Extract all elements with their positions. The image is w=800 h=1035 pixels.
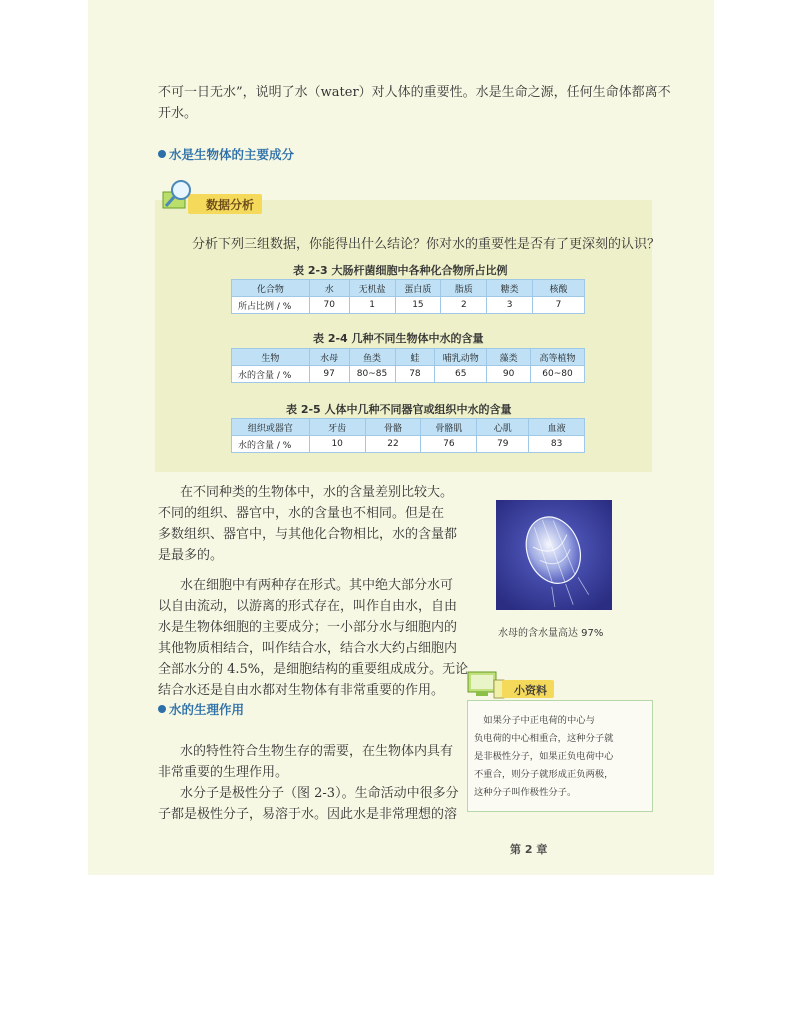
table-cell: 3 — [487, 297, 533, 314]
info-line: 如果分子中正电荷的中心与 — [474, 715, 595, 726]
info-text — [474, 712, 650, 802]
table-2-3-caption: 表 2-3 大肠杆菌细胞中各种化合物所占比例 — [293, 264, 508, 277]
page-chapter-label: 第 2 章 — [510, 843, 548, 856]
data-analysis-label: 数据分析 — [206, 198, 255, 212]
table-cell: 水的含量 / % — [232, 366, 310, 383]
table-cell: 哺乳动物 — [435, 349, 487, 366]
body2-line-6: 结合水还是自由水都对生物体有非常重要的作用。 — [158, 683, 445, 698]
intro-line-2: 开水。 — [158, 106, 198, 121]
body3-line-2: 非常重要的生理作用。 — [158, 765, 289, 780]
table-cell: 蛙 — [395, 349, 435, 366]
table-cell: 高等植物 — [531, 349, 585, 366]
table-row — [232, 436, 585, 453]
info-line: 不重合，则分子就形成正负两极， — [474, 769, 614, 780]
body2-line-5: 全部水分的 4.5%，是细胞结构的重要组成成分。无论 — [158, 662, 469, 677]
table-row — [232, 297, 585, 314]
table-cell: 骨骼肌 — [421, 419, 477, 436]
info-line: 是非极性分子，如果正负电荷中心 — [474, 751, 614, 762]
table-cell: 15 — [395, 297, 441, 314]
table-header-row — [232, 280, 585, 297]
table-cell: 化合物 — [232, 280, 310, 297]
table-cell: 80~85 — [349, 366, 395, 383]
table-cell: 水的含量 / % — [232, 436, 310, 453]
table-cell: 7 — [533, 297, 585, 314]
table-cell: 76 — [421, 436, 477, 453]
body1-line-2: 不同的组织、器官中，水的含量也不相同。但是在 — [158, 506, 445, 521]
intro-line-1: 不可一日无水”，说明了水（water）对人体的重要性。水是生命之源，任何生命体都离不 — [158, 85, 671, 100]
table-cell: 65 — [435, 366, 487, 383]
jellyfish-caption: 水母的含水量高达 97% — [498, 628, 604, 639]
body1-line-3: 多数组织、器官中，与其他化合物相比，水的含量都 — [158, 527, 458, 542]
table-2-5 — [231, 418, 585, 453]
table-cell: 10 — [309, 436, 365, 453]
table-2-4 — [231, 348, 585, 383]
info-label: 小资料 — [514, 684, 547, 697]
analysis-prompt: 分析下列三组数据，你能得出什么结论？你对水的重要性是否有了更深刻的认识？ — [192, 237, 661, 252]
body2-line-2: 以自由流动，以游离的形式存在，叫作自由水，自由 — [158, 599, 458, 614]
table-cell: 核酸 — [533, 280, 585, 297]
table-cell: 1 — [349, 297, 395, 314]
table-cell: 生物 — [232, 349, 310, 366]
section-heading-text: 水是生物体的主要成分 — [169, 147, 295, 162]
table-cell: 糖类 — [487, 280, 533, 297]
section-heading-composition — [158, 145, 294, 163]
table-cell: 藻类 — [487, 349, 531, 366]
body3-line-4: 子都是极性分子，易溶于水。因此水是非常理想的溶 — [158, 807, 458, 822]
body1-line-1: 在不同种类的生物体中，水的含量差别比较大。 — [180, 485, 454, 500]
bullet-dot-icon — [158, 705, 166, 713]
table-header-row — [232, 419, 585, 436]
computer-icon — [462, 668, 506, 700]
table-cell: 70 — [309, 297, 349, 314]
info-line: 负电荷的中心相重合，这种分子就 — [474, 733, 614, 744]
info-line: 这种分子叫作极性分子。 — [474, 787, 577, 798]
table-cell: 鱼类 — [349, 349, 395, 366]
table-cell: 蛋白质 — [395, 280, 441, 297]
info-tab — [462, 668, 558, 700]
table-cell: 78 — [395, 366, 435, 383]
table-cell: 90 — [487, 366, 531, 383]
jellyfish-photo — [496, 500, 612, 610]
body3-line-3: 水分子是极性分子（图 2-3）。生命活动中很多分 — [180, 786, 459, 801]
table-header-row — [232, 349, 585, 366]
table-cell: 心肌 — [477, 419, 529, 436]
body1-line-4: 是最多的。 — [158, 548, 224, 563]
table-cell: 83 — [529, 436, 585, 453]
table-cell: 22 — [365, 436, 421, 453]
magnifier-icon — [160, 178, 194, 212]
table-2-5-caption: 表 2-5 人体中几种不同器官或组织中水的含量 — [286, 403, 512, 416]
jellyfish-image — [496, 500, 612, 610]
bullet-dot-icon — [158, 150, 166, 158]
body2-line-3: 水是生物体细胞的主要成分；一小部分水与细胞内的 — [158, 620, 458, 635]
table-cell: 2 — [441, 297, 487, 314]
table-cell: 所占比例 / % — [232, 297, 310, 314]
table-2-4-caption: 表 2-4 几种不同生物体中水的含量 — [313, 332, 484, 345]
table-cell: 60~80 — [531, 366, 585, 383]
table-cell: 水 — [309, 280, 349, 297]
table-2-3 — [231, 279, 585, 314]
table-cell: 79 — [477, 436, 529, 453]
body3-line-1: 水的特性符合生物生存的需要，在生物体内具有 — [180, 744, 454, 759]
table-cell: 97 — [309, 366, 349, 383]
table-cell: 无机盐 — [349, 280, 395, 297]
table-cell: 脂质 — [441, 280, 487, 297]
section-heading-physiology — [158, 700, 244, 718]
blank-margin — [0, 875, 800, 1035]
table-row — [232, 366, 585, 383]
body2-line-4: 其他物质相结合，叫作结合水，结合水大约占细胞内 — [158, 641, 458, 656]
table-cell: 牙齿 — [309, 419, 365, 436]
table-cell: 组织或器官 — [232, 419, 310, 436]
table-cell: 血液 — [529, 419, 585, 436]
table-cell: 水母 — [309, 349, 349, 366]
table-cell: 骨骼 — [365, 419, 421, 436]
body2-line-1: 水在细胞中有两种存在形式。其中绝大部分水可 — [180, 578, 454, 593]
section-heading-text: 水的生理作用 — [169, 702, 245, 717]
